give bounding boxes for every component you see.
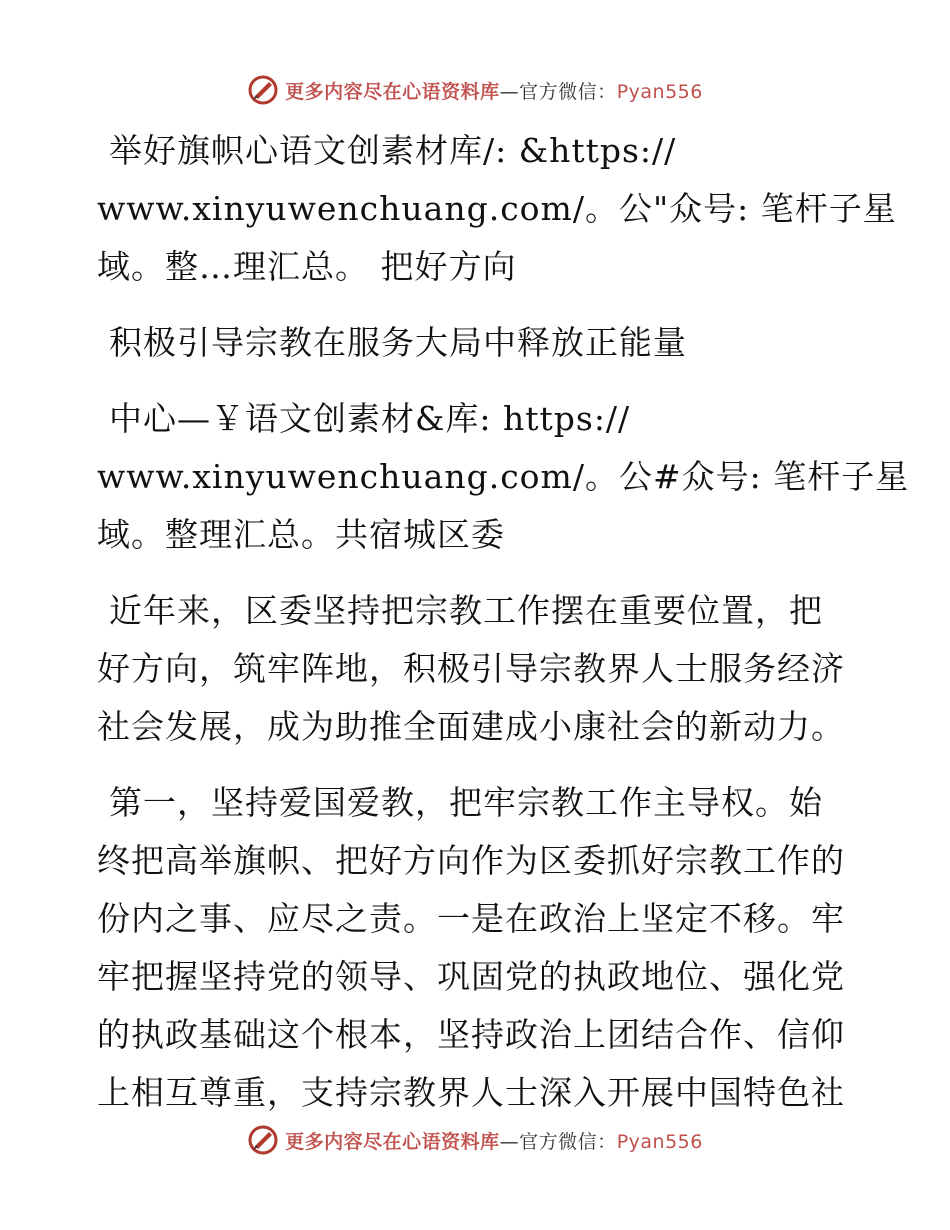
banner-text (285, 77, 703, 104)
paragraph (97, 390, 910, 564)
paragraph-line: 举好旗帜心语文创素材库/: &https:// (109, 131, 677, 170)
banner-wechat-id: Pyan556 (616, 1130, 703, 1153)
paragraph-line: 的执政基础这个根本，坚持政治上团结合作、信仰 (97, 1015, 845, 1054)
brush-logo-icon (247, 74, 279, 106)
banner-dash: — (499, 1130, 520, 1153)
banner-wechat-label: 官方微信： (519, 80, 617, 103)
paragraph-line: 好方向，筑牢阵地，积极引导宗教界人士服务经济 (97, 649, 845, 688)
paragraph (97, 582, 867, 756)
document-body (97, 122, 910, 1122)
footer-banner (0, 1120, 950, 1160)
banner-title: 更多内容尽在心语资料库 (285, 80, 500, 103)
banner-title: 更多内容尽在心语资料库 (285, 1130, 500, 1153)
paragraph-line: 牢把握坚持党的领导、巩固党的执政地位、强化党 (97, 957, 845, 996)
paragraph (97, 314, 867, 372)
brush-logo-icon (247, 1124, 279, 1156)
paragraph-line: 份内之事、应尽之责。一是在政治上坚定不移。牢 (97, 899, 845, 938)
banner-wechat-label: 官方微信： (519, 1130, 617, 1153)
paragraph-line: 中心—￥语文创素材&库: https:// (109, 399, 631, 438)
paragraph-line: 积极引导宗教在服务大局中释放正能量 (109, 323, 687, 362)
header-banner (0, 70, 950, 110)
paragraph (97, 122, 897, 296)
paragraph-line: 域。整…理汇总。 把好方向 (97, 247, 517, 286)
paragraph-line: 社会发展，成为助推全面建成小康社会的新动力。 (97, 707, 845, 746)
paragraph-line: 近年来，区委坚持把宗教工作摆在重要位置，把 (109, 591, 823, 630)
paragraph-line: 终把高举旗帜、把好方向作为区委抓好宗教工作的 (97, 841, 845, 880)
paragraph-line: www.xinyuwenchuang.com/。公#众号: 笔杆子星 (97, 457, 910, 496)
banner-dash: — (499, 80, 520, 103)
paragraph-line: 域。整理汇总。共宿城区委 (97, 515, 505, 554)
banner-wechat-id: Pyan556 (616, 80, 703, 103)
paragraph (97, 774, 867, 1122)
paragraph-line: www.xinyuwenchuang.com/。公"众号: 笔杆子星 (97, 189, 897, 228)
paragraph-line: 第一，坚持爱国爱教，把牢宗教工作主导权。始 (109, 783, 823, 822)
paragraph-line: 上相互尊重，支持宗教界人士深入开展中国特色社 (97, 1073, 845, 1112)
banner-text (285, 1127, 703, 1154)
